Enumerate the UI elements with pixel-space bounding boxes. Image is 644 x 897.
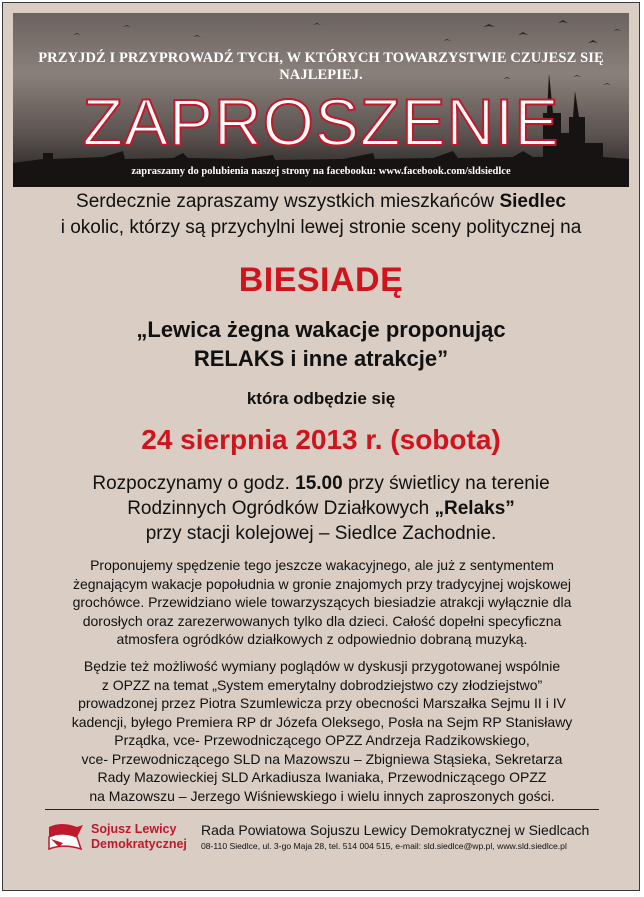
invitation-poster bbox=[2, 2, 640, 891]
logo-line1: Sojusz Lewicy bbox=[91, 822, 177, 836]
facebook-note: zapraszamy do polubienia naszej strony na facebooku: www.facebook.com/sldsiedlce bbox=[131, 166, 511, 177]
intro-city: Siedlec bbox=[499, 191, 566, 212]
p1-line: dorosłych oraz zarezerwowanych tylko dla dzieci. Całość dopełni specyficzna bbox=[82, 612, 562, 629]
event-subtitle bbox=[13, 315, 629, 373]
description-paragraph bbox=[45, 556, 599, 649]
start-line3: przy stacji kolejowej – Siedlce Zachodnie. bbox=[145, 523, 497, 544]
p2-line: kadencji, byłego Premiera RP dr Józefa Oleksego, Posła na Sejm RP Stanisławy bbox=[71, 713, 573, 730]
banner-tagline: PRZYJDŹ I PRZYPROWADŹ TYCH, W KTÓRYCH TOWARZYSTWIE CZUJESZ SIĘ NAJLEPIEJ. bbox=[38, 50, 604, 83]
start-line1-after: przy świetlicy na terenie bbox=[342, 473, 550, 494]
event-name: BIESIADĘ bbox=[238, 261, 404, 299]
start-line1-before: Rozpoczynamy o godz. bbox=[92, 473, 296, 494]
start-info bbox=[13, 471, 629, 546]
header-banner bbox=[13, 13, 629, 187]
start-line2-before: Rodzinnych Ogródków Działkowych bbox=[127, 498, 435, 519]
footer-divider bbox=[45, 809, 599, 810]
start-time: 15.00 bbox=[295, 473, 343, 494]
p1-line: żegnającym wakacje popołudnia w gronie znajomych przy tradycyjnej wojskowej bbox=[72, 575, 572, 592]
p2-line: na Mazowszu – Jerzego Wiśniewskiego i wielu innych zaproszonych gości. bbox=[89, 787, 555, 804]
sld-logo-text bbox=[91, 822, 187, 852]
p1-line: grochówce. Przewidziano wiele towarzyszących biesiadzie atrakcji wyłącznie dla bbox=[72, 594, 572, 610]
p2-line: Będzie też możliwość wymiany poglądów w dyskusji przygotowanej wspólnie bbox=[83, 658, 561, 674]
sld-flag-icon bbox=[47, 821, 87, 853]
p1-line: Proponujemy spędzenie tego jeszcze wakacyjnego, ale już z sentymentem bbox=[90, 557, 554, 573]
event-which: która odbędzie się bbox=[246, 389, 396, 408]
discussion-paragraph bbox=[45, 657, 599, 805]
p2-line: Prządka, vce- Przewodniczącego OPZZ Andrzeja Radzikowskiego, bbox=[114, 732, 530, 748]
subtitle-line2: RELAKS i inne atrakcje” bbox=[193, 346, 449, 371]
p2-line: prowadzonej przez Piotra Szumlewicza przy obecności Marszałka Sejmu II i IV bbox=[78, 695, 566, 711]
footer-address: 08-110 Siedlce, ul. 3-go Maja 28, tel. 514 004 515, e-mail: sld.siedlce@wp.pl, www.sld.siedlce.pl bbox=[201, 841, 567, 851]
poster-title: ZAPROSZENIE bbox=[82, 85, 560, 159]
subtitle-line1: „Lewica żegna wakacje proponując bbox=[136, 317, 506, 342]
p2-line: Rady Mazowieckiej SLD Arkadiusza Iwaniaka, Przewodniczącego OPZZ bbox=[97, 769, 547, 785]
intro-line1-text: Serdecznie zapraszamy wszystkich mieszkańców bbox=[76, 191, 500, 212]
sld-logo bbox=[47, 820, 193, 856]
p1-line: atmosfera ogródków działkowych z odpowiednio dobraną muzyką. bbox=[116, 631, 528, 647]
logo-line2: Demokratycznej bbox=[91, 837, 187, 851]
p2-line: vce- Przewodniczącego SLD na Mazowszu – Zbigniewa Stąsieka, Sekretarza bbox=[81, 750, 563, 767]
venue-name: „Relaks” bbox=[434, 498, 515, 519]
footer-organization: Rada Powiatowa Sojuszu Lewicy Demokratycznej w Siedlcach bbox=[201, 822, 590, 838]
intro-line2-text: i okolic, którzy są przychylni lewej stronie sceny politycznej na bbox=[60, 217, 582, 238]
event-date: 24 sierpnia 2013 r. (sobota) bbox=[141, 424, 501, 455]
intro-text bbox=[13, 189, 629, 241]
p2-line: z OPZZ na temat „System emerytalny dobrodziejstwo czy złodziejstwo” bbox=[101, 676, 543, 693]
